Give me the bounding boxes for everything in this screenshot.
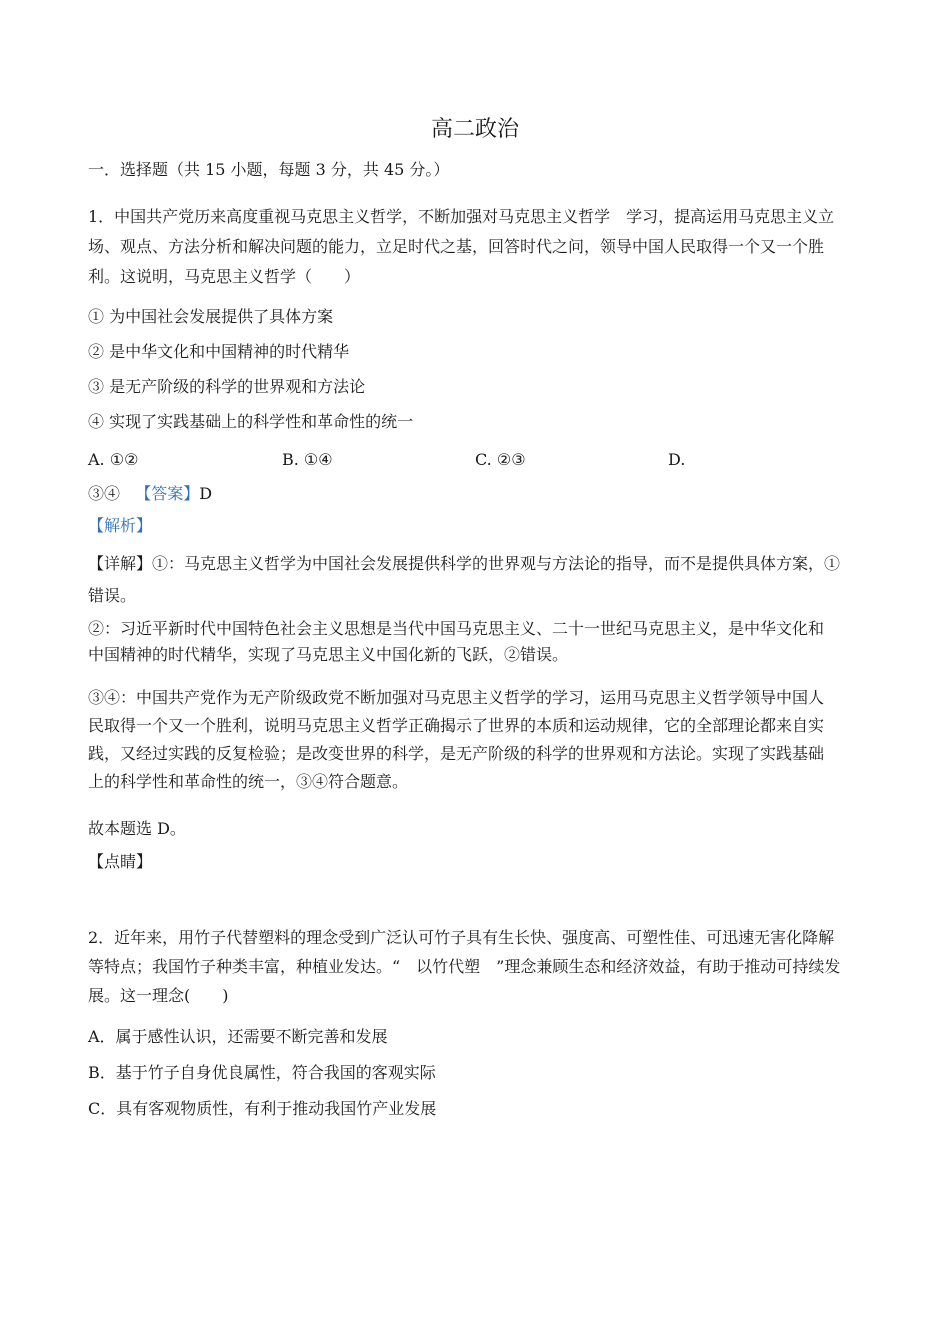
q2-option-a: A．属于感性认识，还需要不断完善和发展	[88, 1027, 388, 1046]
page-title: 高二政治	[430, 117, 519, 142]
detail-line-3: ②：习近平新时代中国特色社会主义思想是当代中国马克思主义、二十一世纪马克思主义，是中华文化和	[88, 619, 825, 638]
q1-option-d: D.	[668, 450, 686, 469]
q2-option-b: B．基于竹子自身优良属性，符合我国的客观实际	[88, 1063, 436, 1082]
detail-line-5: ③④：中国共产党作为无产阶级政党不断加强对马克思主义哲学的学习，运用马克思主义哲学领导中国人	[88, 688, 825, 707]
q2-stem-line-3: 展。这一理念( )	[88, 986, 229, 1005]
q1-statement-1: ① 为中国社会发展提供了具体方案	[88, 307, 334, 326]
q1-option-a: A. ①②	[88, 450, 139, 469]
detail-line-7: 践，又经过实践的反复检验；是改变世界的科学，是无产阶级的科学的世界观和方法论。实现了实践基础	[88, 744, 825, 763]
q1-stem-line-3: 利。这说明，马克思主义哲学（ ）	[88, 267, 361, 286]
q1-options	[88, 450, 888, 472]
q1-stem-line-1: 1．中国共产党历来高度重视马克思主义哲学，不断加强对马克思主义哲学 学习，提高运用马克思主义立	[88, 207, 835, 226]
q1-statement-4: ④ 实现了实践基础上的科学性和革命性的统一	[88, 412, 414, 431]
section-header: 一．选择题（共 15 小题，每题 3 分，共 45 分。）	[88, 160, 450, 179]
q1-answer-line	[88, 484, 878, 504]
conclusion: 故本题选 D。	[88, 819, 186, 838]
q1-option-b: B. ①④	[282, 450, 333, 469]
q1-stem-line-2: 场、观点、方法分析和解决问题的能力，立足时代之基，回答时代之问，领导中国人民取得一个又一个胜	[88, 237, 825, 256]
detail-line-4: 中国精神的时代精华，实现了马克思主义中国化新的飞跃，②错误。	[88, 645, 569, 664]
q2-option-c: C．具有客观物质性，有利于推动我国竹产业发展	[88, 1099, 437, 1118]
answer-label: 【答案】	[135, 484, 200, 503]
detail-line-6: 民取得一个又一个胜利，说明马克思主义哲学正确揭示了世界的本质和运动规律，它的全部理论都来自实	[88, 716, 825, 735]
detail-line-2: 错误。	[88, 586, 137, 605]
q1-statement-2: ② 是中华文化和中国精神的时代精华	[88, 342, 350, 361]
point-label: 【点睛】	[88, 852, 153, 871]
answer-value: D	[199, 484, 213, 503]
q2-stem-line-2: 等特点；我国竹子种类丰富，种植业发达。“ 以竹代塑 ”理念兼顾生态和经济效益，有助于推动可持续发	[88, 957, 841, 976]
q1-option-d-cont: ③④	[88, 484, 121, 503]
q1-option-c: C. ②③	[475, 450, 526, 469]
detail-line-1: 【详解】①：马克思主义哲学为中国社会发展提供科学的世界观与方法论的指导，而不是提供具体方案，①	[88, 554, 841, 573]
analysis-label: 【解析】	[88, 516, 153, 535]
q1-statement-3: ③ 是无产阶级的科学的世界观和方法论	[88, 377, 366, 396]
q2-stem-line-1: 2．近年来，用竹子代替塑料的理念受到广泛认可竹子具有生长快、强度高、可塑性佳、可迅速无害化降解	[88, 928, 835, 947]
detail-line-8: 上的科学性和革命性的统一，③④符合题意。	[88, 772, 409, 791]
